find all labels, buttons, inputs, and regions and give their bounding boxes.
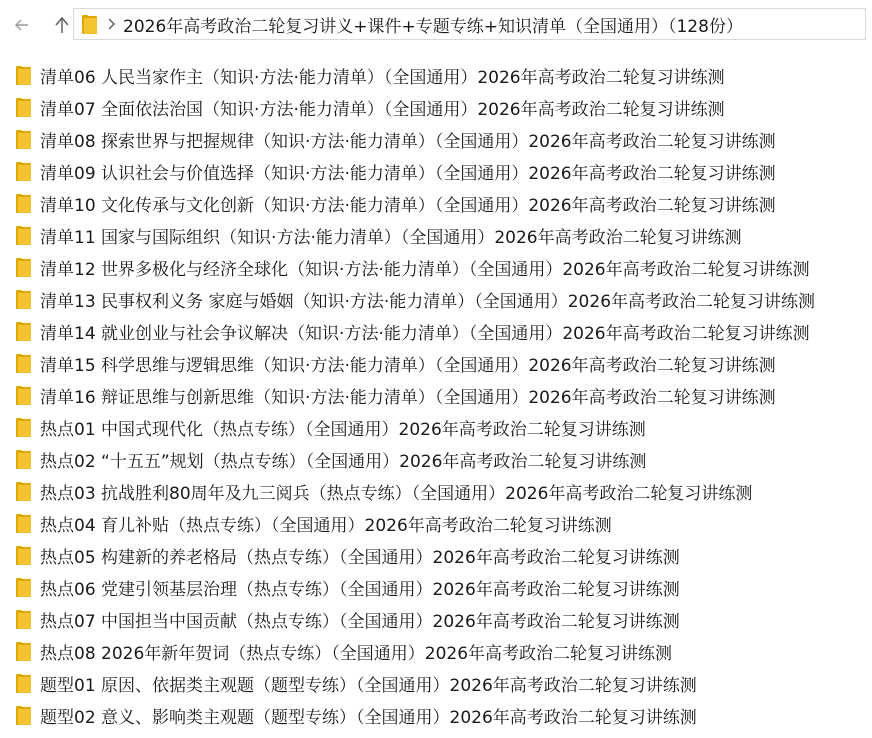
folder-icon bbox=[16, 450, 31, 469]
file-list-item[interactable] bbox=[0, 411, 872, 443]
file-name: 热点07 中国担当中国贡献（热点专练）（全国通用）2026年高考政治二轮复习讲练测 bbox=[40, 611, 680, 632]
chevron-right-icon[interactable] bbox=[107, 18, 115, 30]
file-name: 清单09 认识社会与价值选择（知识·方法·能力清单）（全国通用）2026年高考政治二轮复习讲练测 bbox=[40, 163, 776, 184]
folder-icon bbox=[16, 258, 31, 277]
file-list-item[interactable] bbox=[0, 603, 872, 635]
file-list-item[interactable] bbox=[0, 59, 872, 91]
file-name: 热点02 “十五五”规划（热点专练）（全国通用）2026年高考政治二轮复习讲练测 bbox=[40, 451, 647, 472]
file-list-item[interactable] bbox=[0, 251, 872, 283]
folder-icon bbox=[16, 226, 31, 245]
file-list-item[interactable] bbox=[0, 667, 872, 699]
folder-icon bbox=[16, 354, 31, 373]
file-list-item[interactable] bbox=[0, 347, 872, 379]
file-list-item[interactable] bbox=[0, 443, 872, 475]
file-name: 清单15 科学思维与逻辑思维（知识·方法·能力清单）（全国通用）2026年高考政治二轮复习讲练测 bbox=[40, 355, 776, 376]
folder-icon bbox=[16, 130, 31, 149]
file-list-item[interactable] bbox=[0, 91, 872, 123]
arrow-left-icon[interactable] bbox=[12, 15, 32, 35]
file-list-item[interactable] bbox=[0, 571, 872, 603]
folder-icon bbox=[82, 15, 97, 34]
file-list-item[interactable] bbox=[0, 315, 872, 347]
file-list-item[interactable] bbox=[0, 475, 872, 507]
file-list-item[interactable] bbox=[0, 379, 872, 411]
file-name: 热点06 党建引领基层治理（热点专练）（全国通用）2026年高考政治二轮复习讲练测 bbox=[40, 579, 680, 600]
file-list-item[interactable] bbox=[0, 507, 872, 539]
folder-icon bbox=[16, 290, 31, 309]
folder-icon bbox=[16, 386, 31, 405]
folder-icon bbox=[16, 514, 31, 533]
file-name: 热点08 2026年新年贺词（热点专练）（全国通用）2026年高考政治二轮复习讲练测 bbox=[40, 643, 673, 664]
file-list-item[interactable] bbox=[0, 123, 872, 155]
address-path[interactable]: 2026年高考政治二轮复习讲义+课件+专题专练+知识清单（全国通用）（128份） bbox=[123, 16, 743, 37]
file-name: 热点04 育儿补贴（热点专练）（全国通用）2026年高考政治二轮复习讲练测 bbox=[40, 515, 612, 536]
address-bar[interactable] bbox=[73, 8, 866, 40]
file-name: 清单13 民事权利义务 家庭与婚姻（知识·方法·能力清单）（全国通用）2026年高考政治二轮复习讲练测 bbox=[40, 291, 816, 312]
file-name: 清单08 探索世界与把握规律（知识·方法·能力清单）（全国通用）2026年高考政治二轮复习讲练测 bbox=[40, 131, 776, 152]
file-name: 热点01 中国式现代化（热点专练）（全国通用）2026年高考政治二轮复习讲练测 bbox=[40, 419, 646, 440]
file-name: 题型02 意义、影响类主观题（题型专练）（全国通用）2026年高考政治二轮复习讲练测 bbox=[40, 707, 697, 728]
folder-icon bbox=[16, 546, 31, 565]
arrow-up-icon[interactable] bbox=[52, 15, 72, 35]
file-name: 清单16 辩证思维与创新思维（知识·方法·能力清单）（全国通用）2026年高考政治二轮复习讲练测 bbox=[40, 387, 776, 408]
folder-icon bbox=[16, 322, 31, 341]
folder-icon bbox=[16, 194, 31, 213]
file-list-item[interactable] bbox=[0, 219, 872, 251]
file-list-item[interactable] bbox=[0, 635, 872, 667]
file-name: 清单14 就业创业与社会争议解决（知识·方法·能力清单）（全国通用）2026年高考政治二轮复习讲练测 bbox=[40, 323, 810, 344]
folder-icon bbox=[16, 482, 31, 501]
file-name: 清单07 全面依法治国（知识·方法·能力清单）（全国通用）2026年高考政治二轮复习讲练测 bbox=[40, 99, 725, 120]
file-name: 题型01 原因、依据类主观题（题型专练）（全国通用）2026年高考政治二轮复习讲练测 bbox=[40, 675, 697, 696]
file-name: 热点03 抗战胜利80周年及九三阅兵（热点专练）（全国通用）2026年高考政治二轮复习讲练测 bbox=[40, 483, 753, 504]
folder-icon bbox=[16, 642, 31, 661]
folder-icon bbox=[16, 98, 31, 117]
file-list-item[interactable] bbox=[0, 283, 872, 315]
folder-icon bbox=[16, 610, 31, 629]
folder-icon bbox=[16, 674, 31, 693]
file-list-item[interactable] bbox=[0, 155, 872, 187]
file-name: 清单10 文化传承与文化创新（知识·方法·能力清单）（全国通用）2026年高考政治二轮复习讲练测 bbox=[40, 195, 776, 216]
navigation-bar bbox=[0, 0, 872, 50]
file-list-item[interactable] bbox=[0, 539, 872, 571]
file-list-item[interactable] bbox=[0, 699, 872, 731]
file-name: 清单06 人民当家作主（知识·方法·能力清单）（全国通用）2026年高考政治二轮复习讲练测 bbox=[40, 67, 725, 88]
file-list bbox=[0, 59, 872, 731]
file-name: 热点05 构建新的养老格局（热点专练）（全国通用）2026年高考政治二轮复习讲练测 bbox=[40, 547, 680, 568]
folder-icon bbox=[16, 162, 31, 181]
file-list-item[interactable] bbox=[0, 187, 872, 219]
folder-icon bbox=[16, 66, 31, 85]
folder-icon bbox=[16, 706, 31, 725]
file-name: 清单12 世界多极化与经济全球化（知识·方法·能力清单）（全国通用）2026年高考政治二轮复习讲练测 bbox=[40, 259, 810, 280]
file-name: 清单11 国家与国际组织（知识·方法·能力清单）（全国通用）2026年高考政治二轮复习讲练测 bbox=[40, 227, 742, 248]
folder-icon bbox=[16, 418, 31, 437]
folder-icon bbox=[16, 578, 31, 597]
